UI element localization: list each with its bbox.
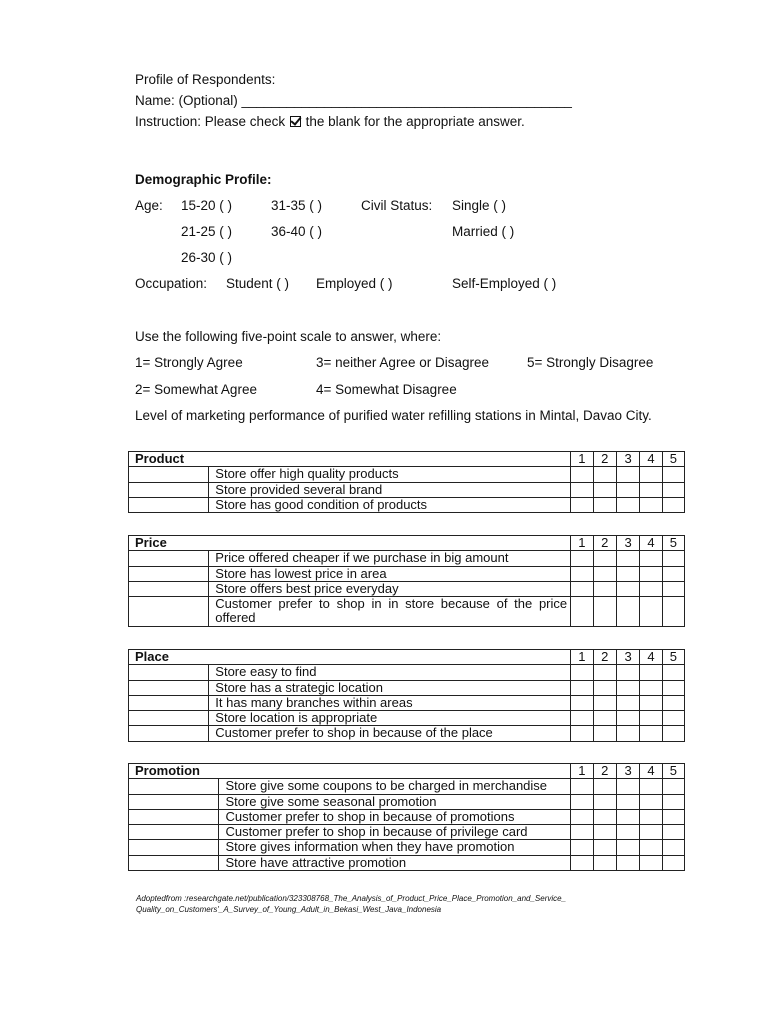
scale-header-2: 2 [593, 764, 616, 779]
source-note-line-2: Quality_on_Customers'_A_Survey_of_Young_Adult_in_Bekasi_West_Java_Indonesia [136, 905, 442, 914]
table-row [129, 581, 685, 596]
scale-header-1: 1 [571, 452, 593, 467]
rating-cell-3[interactable] [616, 665, 639, 680]
table-row [129, 482, 685, 497]
scale-header-4: 4 [640, 650, 662, 665]
scale-header-2: 2 [593, 452, 616, 467]
rating-cell-4[interactable] [640, 482, 662, 497]
rating-cell-4[interactable] [640, 497, 662, 512]
scale-header-2: 2 [593, 536, 616, 551]
table-header-row [129, 536, 685, 551]
rating-cell-1[interactable] [571, 482, 593, 497]
rating-cell-5[interactable] [662, 467, 684, 482]
rating-cell-5[interactable] [662, 566, 684, 581]
rating-cell-4[interactable] [640, 680, 662, 695]
occupation-label: Occupation: [135, 276, 208, 291]
statement-cell: Store offer high quality products [209, 467, 571, 482]
rating-cell-4[interactable] [640, 551, 662, 566]
row-blank-cell [129, 794, 219, 809]
rating-cell-2[interactable] [593, 794, 616, 809]
rating-cell-4[interactable] [640, 840, 662, 855]
rating-cell-5[interactable] [662, 597, 684, 627]
product-table [128, 451, 685, 513]
rating-cell-4[interactable] [640, 566, 662, 581]
scale-header-5: 5 [662, 536, 684, 551]
age-option-15-20[interactable]: 15-20 ( ) [181, 198, 233, 213]
table-row [129, 680, 685, 695]
table-row [129, 597, 685, 627]
row-blank-cell [129, 726, 209, 741]
rating-cell-1[interactable] [571, 467, 593, 482]
rating-cell-2[interactable] [593, 711, 616, 726]
table-row [129, 809, 685, 824]
row-blank-cell [129, 497, 209, 512]
table-row [129, 825, 685, 840]
rating-cell-1[interactable] [571, 809, 593, 824]
rating-cell-1[interactable] [571, 551, 593, 566]
rating-cell-2[interactable] [593, 855, 616, 870]
rating-cell-3[interactable] [616, 467, 639, 482]
occupation-student[interactable]: Student ( ) [226, 276, 290, 291]
civil-status-label: Civil Status: [361, 198, 433, 213]
rating-cell-3[interactable] [616, 581, 639, 596]
rating-cell-1[interactable] [571, 581, 593, 596]
rating-cell-5[interactable] [662, 695, 684, 710]
statement-cell: Customer prefer to shop in because of privilege card [219, 825, 571, 840]
rating-cell-4[interactable] [640, 581, 662, 596]
rating-cell-1[interactable] [571, 855, 593, 870]
rating-cell-2[interactable] [593, 597, 616, 627]
statement-cell: Customer prefer to shop in because of the place [209, 726, 571, 741]
row-blank-cell [129, 840, 219, 855]
rating-cell-1[interactable] [571, 711, 593, 726]
row-blank-cell [129, 711, 209, 726]
rating-cell-1[interactable] [571, 665, 593, 680]
statement-cell: It has many branches within areas [209, 695, 571, 710]
table-row [129, 497, 685, 512]
rating-cell-4[interactable] [640, 467, 662, 482]
rating-cell-1[interactable] [571, 794, 593, 809]
scale-header-4: 4 [640, 536, 662, 551]
rating-cell-1[interactable] [571, 695, 593, 710]
rating-cell-3[interactable] [616, 680, 639, 695]
scale-header-1: 1 [571, 650, 593, 665]
statement-cell: Store offers best price everyday [209, 581, 571, 596]
statement-cell: Store have attractive promotion [219, 855, 571, 870]
row-blank-cell [129, 581, 209, 596]
rating-cell-1[interactable] [571, 597, 593, 627]
rating-cell-1[interactable] [571, 825, 593, 840]
rating-cell-3[interactable] [616, 711, 639, 726]
rating-cell-4[interactable] [640, 825, 662, 840]
table-row [129, 551, 685, 566]
rating-cell-2[interactable] [593, 840, 616, 855]
rating-cell-2[interactable] [593, 665, 616, 680]
scale-5: 5= Strongly Disagree [527, 355, 654, 370]
checkbox-checked-icon [290, 116, 301, 127]
row-blank-cell [129, 566, 209, 581]
statement-cell: Store location is appropriate [209, 711, 571, 726]
instruction-text-end: the blank for the appropriate answer. [305, 114, 525, 129]
table-header-row [129, 650, 685, 665]
table-row [129, 855, 685, 870]
statement-cell: Store give some seasonal promotion [219, 794, 571, 809]
rating-cell-5[interactable] [662, 840, 684, 855]
scale-header-4: 4 [640, 764, 662, 779]
price-table [128, 535, 685, 627]
rating-cell-4[interactable] [640, 726, 662, 741]
rating-cell-3[interactable] [616, 551, 639, 566]
scale-header-5: 5 [662, 650, 684, 665]
statement-cell: Store has good condition of products [209, 497, 571, 512]
rating-cell-4[interactable] [640, 695, 662, 710]
row-blank-cell [129, 779, 219, 794]
rating-cell-2[interactable] [593, 467, 616, 482]
table-row [129, 840, 685, 855]
scale-header-5: 5 [662, 764, 684, 779]
civil-status-single[interactable]: Single ( ) [452, 198, 507, 213]
rating-cell-3[interactable] [616, 794, 639, 809]
scale-header-3: 3 [616, 764, 639, 779]
row-blank-cell [129, 482, 209, 497]
statement-cell: Price offered cheaper if we purchase in big amount [209, 551, 571, 566]
rating-cell-5[interactable] [662, 779, 684, 794]
rating-cell-2[interactable] [593, 726, 616, 741]
age-option-26-30[interactable]: 26-30 ( ) [181, 250, 233, 265]
statement-cell: Customer prefer to shop in because of promotions [219, 809, 571, 824]
rating-cell-2[interactable] [593, 551, 616, 566]
row-blank-cell [129, 551, 209, 566]
row-blank-cell [129, 809, 219, 824]
instruction-text-start: Instruction: Please check [135, 114, 286, 129]
rating-cell-3[interactable] [616, 597, 639, 627]
rating-cell-4[interactable] [640, 855, 662, 870]
statement-cell: Store easy to find [209, 665, 571, 680]
table-category-title: Price [129, 536, 571, 551]
age-option-36-40[interactable]: 36-40 ( ) [271, 224, 323, 239]
profile-heading: Profile of Respondents: [135, 72, 276, 87]
row-blank-cell [129, 680, 209, 695]
rating-cell-4[interactable] [640, 809, 662, 824]
rating-cell-5[interactable] [662, 711, 684, 726]
scale-intro: Use the following five-point scale to answer, where: [135, 329, 442, 344]
scale-header-3: 3 [616, 650, 639, 665]
rating-cell-3[interactable] [616, 825, 639, 840]
scale-header-3: 3 [616, 452, 639, 467]
occupation-employed[interactable]: Employed ( ) [316, 276, 393, 291]
rating-cell-5[interactable] [662, 581, 684, 596]
rating-cell-1[interactable] [571, 497, 593, 512]
rating-cell-3[interactable] [616, 726, 639, 741]
row-blank-cell [129, 825, 219, 840]
rating-cell-3[interactable] [616, 840, 639, 855]
rating-cell-3[interactable] [616, 566, 639, 581]
place-table [128, 649, 685, 742]
scale-header-1: 1 [571, 764, 593, 779]
age-option-21-25[interactable]: 21-25 ( ) [181, 224, 233, 239]
statement-cell: Store gives information when they have promotion [219, 840, 571, 855]
statement-cell: Store has a strategic location [209, 680, 571, 695]
age-option-31-35[interactable]: 31-35 ( ) [271, 198, 323, 213]
rating-cell-5[interactable] [662, 825, 684, 840]
rating-cell-3[interactable] [616, 497, 639, 512]
rating-cell-5[interactable] [662, 726, 684, 741]
rating-cell-5[interactable] [662, 551, 684, 566]
statement-cell: Store provided several brand [209, 482, 571, 497]
row-blank-cell [129, 855, 219, 870]
rating-cell-3[interactable] [616, 779, 639, 794]
rating-cell-2[interactable] [593, 695, 616, 710]
rating-cell-5[interactable] [662, 497, 684, 512]
rating-cell-3[interactable] [616, 482, 639, 497]
rating-cell-5[interactable] [662, 680, 684, 695]
rating-cell-1[interactable] [571, 566, 593, 581]
table-row [129, 665, 685, 680]
table-row [129, 779, 685, 794]
rating-cell-4[interactable] [640, 665, 662, 680]
scale-header-2: 2 [593, 650, 616, 665]
table-row [129, 695, 685, 710]
table-row [129, 467, 685, 482]
rating-cell-2[interactable] [593, 779, 616, 794]
rating-cell-4[interactable] [640, 597, 662, 627]
row-blank-cell [129, 695, 209, 710]
rating-cell-5[interactable] [662, 482, 684, 497]
demographic-title: Demographic Profile: [135, 172, 272, 187]
rating-cell-2[interactable] [593, 497, 616, 512]
name-field: Name: (Optional) ____________________________________________ [135, 93, 572, 108]
scale-header-4: 4 [640, 452, 662, 467]
instruction-line [135, 114, 525, 130]
rating-cell-4[interactable] [640, 779, 662, 794]
rating-cell-2[interactable] [593, 581, 616, 596]
rating-cell-2[interactable] [593, 482, 616, 497]
scale-3: 3= neither Agree or Disagree [316, 355, 489, 370]
rating-cell-5[interactable] [662, 794, 684, 809]
promotion-table [128, 763, 685, 871]
table-header-row [129, 452, 685, 467]
table-header-row [129, 764, 685, 779]
rating-cell-2[interactable] [593, 680, 616, 695]
table-row [129, 726, 685, 741]
table-category-title: Place [129, 650, 571, 665]
table-category-title: Promotion [129, 764, 571, 779]
scale-header-5: 5 [662, 452, 684, 467]
row-blank-cell [129, 665, 209, 680]
rating-cell-1[interactable] [571, 779, 593, 794]
statement-cell: Customer prefer to shop in in store because of the price offered [209, 597, 571, 627]
scale-header-1: 1 [571, 536, 593, 551]
rating-cell-1[interactable] [571, 680, 593, 695]
rating-cell-4[interactable] [640, 794, 662, 809]
rating-cell-5[interactable] [662, 809, 684, 824]
table-row [129, 711, 685, 726]
rating-cell-2[interactable] [593, 566, 616, 581]
rating-cell-2[interactable] [593, 809, 616, 824]
table-row [129, 794, 685, 809]
row-blank-cell [129, 597, 209, 627]
row-blank-cell [129, 467, 209, 482]
rating-cell-1[interactable] [571, 726, 593, 741]
occupation-self-employed[interactable]: Self-Employed ( ) [452, 276, 557, 291]
table-row [129, 566, 685, 581]
rating-cell-1[interactable] [571, 840, 593, 855]
rating-cell-5[interactable] [662, 665, 684, 680]
scale-1: 1= Strongly Agree [135, 355, 243, 370]
statement-cell: Store has lowest price in area [209, 566, 571, 581]
scale-header-3: 3 [616, 536, 639, 551]
rating-cell-3[interactable] [616, 855, 639, 870]
table-category-title: Product [129, 452, 571, 467]
rating-cell-3[interactable] [616, 695, 639, 710]
level-instruction: Level of marketing performance of purified water refilling stations in Mintal, Davao City. [135, 408, 652, 423]
civil-status-married[interactable]: Married ( ) [452, 224, 515, 239]
rating-cell-4[interactable] [640, 711, 662, 726]
rating-cell-3[interactable] [616, 809, 639, 824]
scale-2: 2= Somewhat Agree [135, 382, 257, 397]
statement-cell: Store give some coupons to be charged in merchandise [219, 779, 571, 794]
scale-4: 4= Somewhat Disagree [316, 382, 457, 397]
age-label: Age: [135, 198, 163, 213]
rating-cell-5[interactable] [662, 855, 684, 870]
rating-cell-2[interactable] [593, 825, 616, 840]
source-note-line-1: Adoptedfrom :researchgate.net/publication/323308768_The_Analysis_of_Product_Price_Place_Promotion_and_Service_ [136, 894, 567, 903]
